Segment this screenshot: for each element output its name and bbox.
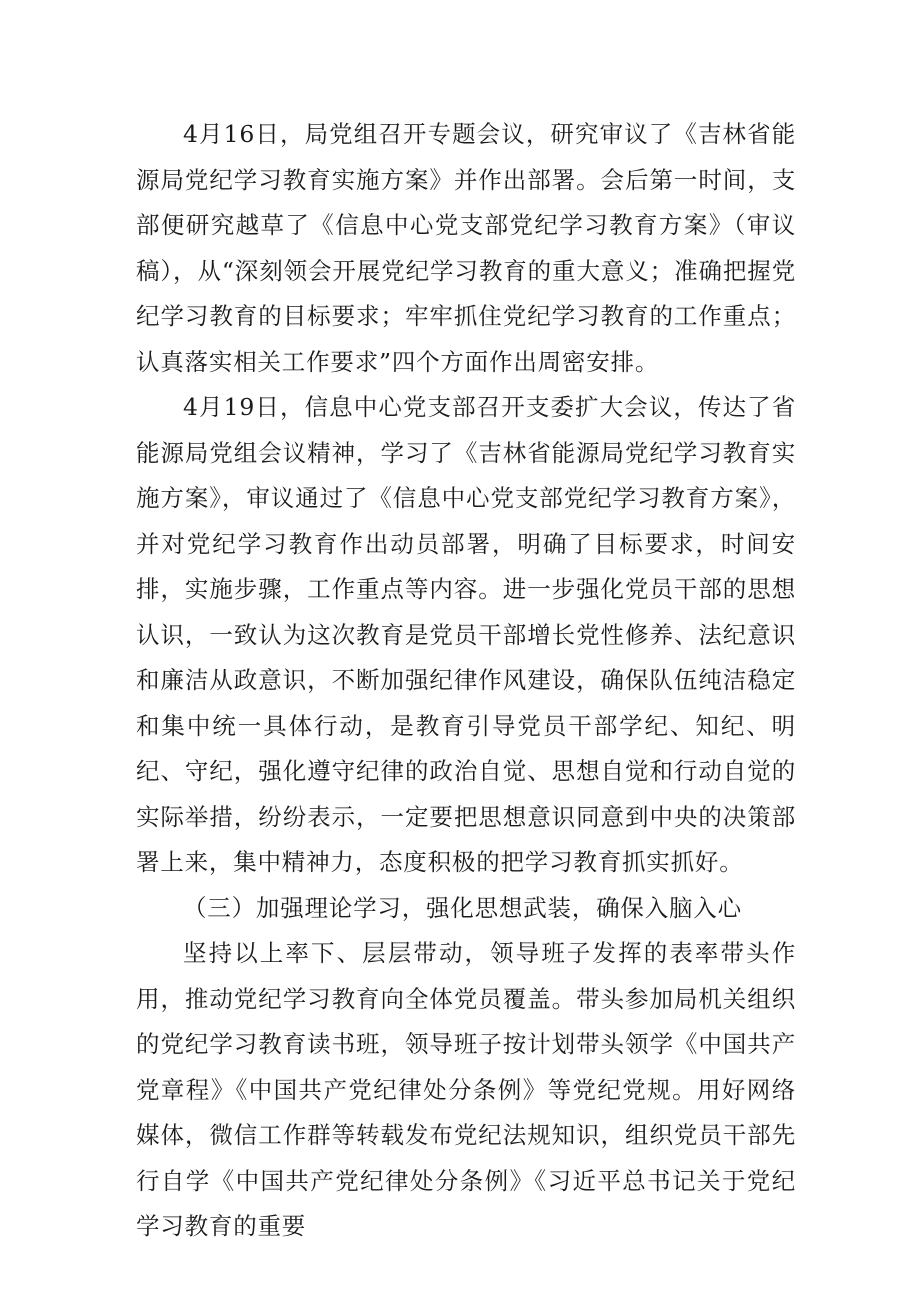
paragraph-meeting-april-16: 4月16日，局党组召开专题会议，研究审议了《吉林省能源局党纪学习教育实施方案》并作出部署。会后第一时间，支部便研究越草了《信息中心党支部党纪学习教育方案》（审议稿），从“深刻领会开展党纪学习教育的重大意义；准确把握党纪学习教育的目标要求；牢牢抓住党纪学习教育的工作重点；认真落实相关工作要求”四个方面作出周密安排。 [136, 120, 796, 376]
section-heading-3: （三）加强理论学习，强化思想武装，确保入脑入心 [183, 893, 742, 922]
paragraph-meeting-april-19: 4月19日，信息中心党支部召开支委扩大会议，传达了省能源局党组会议精神，学习了《吉林省能源局党纪学习教育实施方案》，审议通过了《信息中心党支部党纪学习教育方案》，并对党纪学习教育作出动员部署，明确了目标要求，时间安排，实施步骤，工作重点等内容。进一步强化党员干部的思想认识，一致认为这次教育是党员干部增长党性修养、法纪意识和廉洁从政意识，不断加强纪律作风建设，确保队伍纯洁稳定和集中统一具体行动，是教育引导党员干部学纪、知纪、明纪、守纪，强化遵守纪律的政治自觉、思想自觉和行动自觉的实际举措，纷纷表示，一定要把思想意识同意到中央的决策部署上来，集中精神力，态度积极的把学习教育抓实抓好。 [136, 393, 796, 876]
paragraph-theory-study: 坚持以上率下、层层带动，领导班子发挥的表率带头作用，推动党纪学习教育向全体党员覆盖。带头参加局机关组织的党纪学习教育读书班，领导班子按计划带头领学《中国共产党章程》《中国共产党纪律处分条例》等党纪党规。用好网络媒体，微信工作群等转载发布党纪法规知识，组织党员干部先行自学《中国共产党纪律处分条例》《习近平总书记关于党纪学习教育的重要 [136, 939, 796, 1240]
document-body [136, 112, 796, 1250]
